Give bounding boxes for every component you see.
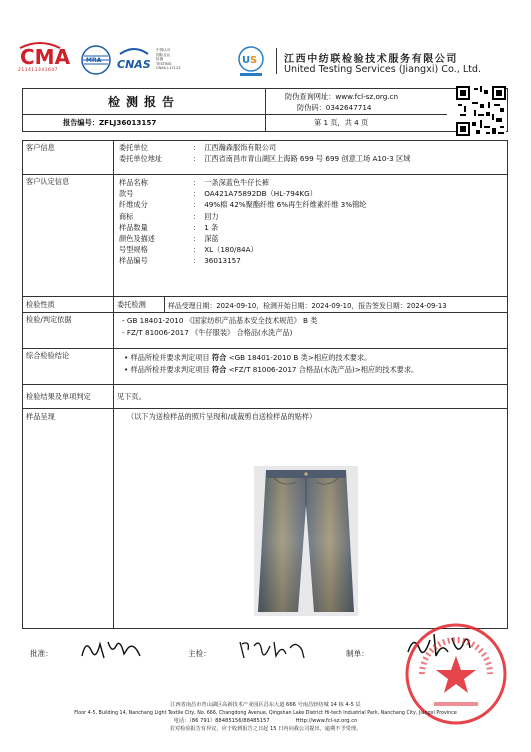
client-address: 江西省南昌市青山湖区上海路 699 号 699 创意工场 A10-3 区域: [204, 154, 411, 164]
results-label: 检验结果及单项判定: [23, 385, 114, 409]
svg-text:CMA: CMA: [20, 45, 71, 69]
sample-brand: 回力: [204, 211, 219, 221]
client-address-label: 委托单位地址: [119, 154, 163, 164]
cma-caption: 211411341647: [18, 68, 58, 73]
nature-label: 检验性质: [23, 297, 114, 313]
header-divider: [276, 48, 277, 74]
footer-address-cn: 江西省南昌市青山湖区高新技术产业园区昌东大道 666 号南昌轻纺城 14 栋 4-5 层: [170, 702, 361, 708]
sample-row: 颜色及描述 ： 深蓝: [117, 233, 368, 244]
page-indicator: 第 1 页，共 4 页: [266, 115, 448, 132]
prepare-label: 制单：: [346, 649, 369, 658]
sample-photo: [254, 466, 358, 616]
qr-code: [456, 86, 506, 136]
svg-text:S: S: [250, 55, 258, 66]
client-section-label: 客户信息: [23, 141, 114, 175]
verify-code-label: 防伪码：: [297, 103, 326, 112]
report-header-table: [22, 88, 508, 132]
client-unit-label: 委托单位: [119, 143, 148, 152]
sample-section-label: 客户认定信息: [23, 175, 114, 297]
sample-row: 商标 ： 回力: [117, 211, 368, 222]
client-unit: 江西瀚森服饰有限公司: [204, 143, 277, 152]
footer-address-en: Floor 4-5, Building 14, Nanchang Light Textile City, No. 666, Changdong Avenue, Qingshan Lake District Hi-tech Industrial Park, Nanchang City, Jiangxi Province: [74, 711, 457, 716]
sample-row: 纤维成分 ： 49%棉 42%聚酯纤维 6%再生纤维素纤维 3%锦纶: [119, 200, 367, 210]
verify-code: 0342647714: [325, 103, 372, 112]
svg-text:CNAS: CNAS: [117, 58, 151, 71]
report-number: 报告编号：ZFLJ36013157: [23, 115, 266, 132]
basis-item: - GB 18401-2010 《国家纺织产品基本安全技术规范》 B 类: [122, 316, 318, 325]
sample-size: XL（180/84A）: [204, 245, 258, 255]
sample-quantity: 1 条: [204, 222, 219, 232]
uts-logo: [236, 44, 266, 78]
approve-signature: [78, 634, 148, 664]
conclusion-item: • 样品所检并要求判定项目 符合 <FZ/T 81006-2017 合格品(水洗产品)>相应的技术要求。: [124, 365, 419, 374]
company-name-en: United Testing Services (Jiangxi) Co., Ltd.: [284, 64, 482, 75]
svg-text:MRA: MRA: [86, 57, 102, 64]
cnas-logo: [116, 46, 152, 74]
svg-text:U: U: [242, 55, 251, 66]
sample-row: 样品数量 ： 1 条: [117, 222, 368, 233]
ilac-mra-logo: [78, 44, 114, 76]
check-signature: [236, 634, 308, 664]
sample-row: 样品编号 ： 36013157: [117, 255, 368, 266]
sample-name: 一条深蓝色牛仔长裤: [204, 178, 269, 187]
report-number-value: ZFLJ36013157: [98, 118, 157, 127]
company-name-cn: 江西中纺联检验技术服务有限公司: [284, 54, 458, 65]
footer-contact: 电话：（86 791）88485156/88485157 Http://www.fcl-sz.org.cn: [173, 718, 358, 724]
sample-style-no: OA421A75892DB（HL-794KG）: [204, 189, 317, 199]
sample-number: 36013157: [204, 256, 241, 266]
cnas-caption: 中国认可 国际互认 检测 TESTING CNAS L17123: [156, 48, 181, 71]
test-dates: 样品受理日期：2024-09-10，检测开始日期：2024-09-10，报告签发日期：2024-09-13: [168, 301, 447, 310]
photo-caption: （以下为送检样品的照片呈现和/或裁剪自送检样品的贴样）: [127, 412, 317, 421]
report-title: 检测报告: [23, 89, 266, 115]
check-label: 主检：: [188, 649, 211, 658]
sample-row: 款号 ： OA421A75892DB（HL-794KG）: [117, 188, 368, 199]
sample-row: 号型规格 ： XL（180/84A）: [117, 244, 368, 255]
conclusion-label: 综合检验结论: [23, 349, 114, 385]
conclusion-verdict: 符合: [211, 353, 227, 362]
sample-color: 深蓝: [204, 234, 219, 244]
basis-item: - FZ/T 81006-2017 《牛仔服装》 合格品(水洗产品): [122, 328, 293, 337]
footer-notice: 若对检验报告有异议，应于收到报告之日起 15 日内向我公司提出，逾期不予受理。: [169, 726, 362, 732]
results-text: 见下页。: [114, 385, 508, 409]
conclusion-verdict: 符合: [211, 365, 227, 374]
approve-label: 批准：: [30, 649, 53, 658]
verify-info: [266, 89, 448, 115]
report-main-table: 客户信息 委托单位 ： 江西瀚森服饰有限公司 委托单位地址 ： 江西省南昌市青山湖区上海路 699 号 699 创意工场 A10-3 区域 客户认定信息 样品名称 ： 一条深蓝色牛仔长裤 款号 ： OA421A75892DB（HL-794KG） 纤维成分 ： 49%棉 42%聚酯纤维 6%再生纤维素纤维 3%锦纶 商标 ： 回力 样品数量 ： 1 条 颜色及描述 ： 深蓝 号型规格 ： XL（180/84A） 样品编号 ： 36013157 检验性质 委托检测 样品受理日期：2024-09-10，检测开始日期：2024-09-10，报告签发日期：2024-09-13 检验/判定依据 - GB 18401-2010 《国家纺织产品基本安全技术规范》 B 类 - FZ/T 81006-2017 《牛仔服装》 合格品(水洗产品) 综合检验结论 • 样品所检并要求判定项目 符合 <GB 18401-2010 B 类>相应的技术要求。 • 样品所检并要求判定项目 符合 <FZ/T 81006-2017 合格品(水洗产品)>相应的技术要求。 检验结果及单项判定 见下页。 样品呈现 （以下为送检样品的照片呈现和/或裁剪自送检样品的贴样）: [22, 140, 508, 629]
basis-label: 检验/判定依据: [23, 313, 114, 349]
photo-label: 样品呈现: [23, 409, 114, 629]
conclusion-item: • 样品所检并要求判定项目 符合 <GB 18401-2010 B 类>相应的技术要求。: [124, 353, 372, 362]
verify-site-label: 防伪查询网址：: [285, 92, 336, 101]
sample-fiber: 49%棉 42%聚酯纤维 6%再生纤维素纤维 3%锦纶: [204, 200, 367, 210]
test-nature: 委托检测: [114, 297, 165, 312]
sample-info-list: [117, 177, 368, 267]
cma-logo: [18, 42, 71, 78]
sample-row: 样品名称 ： 一条深蓝色牛仔长裤: [117, 177, 368, 188]
verify-site[interactable]: www.fcl-sz.org.cn: [335, 92, 399, 101]
